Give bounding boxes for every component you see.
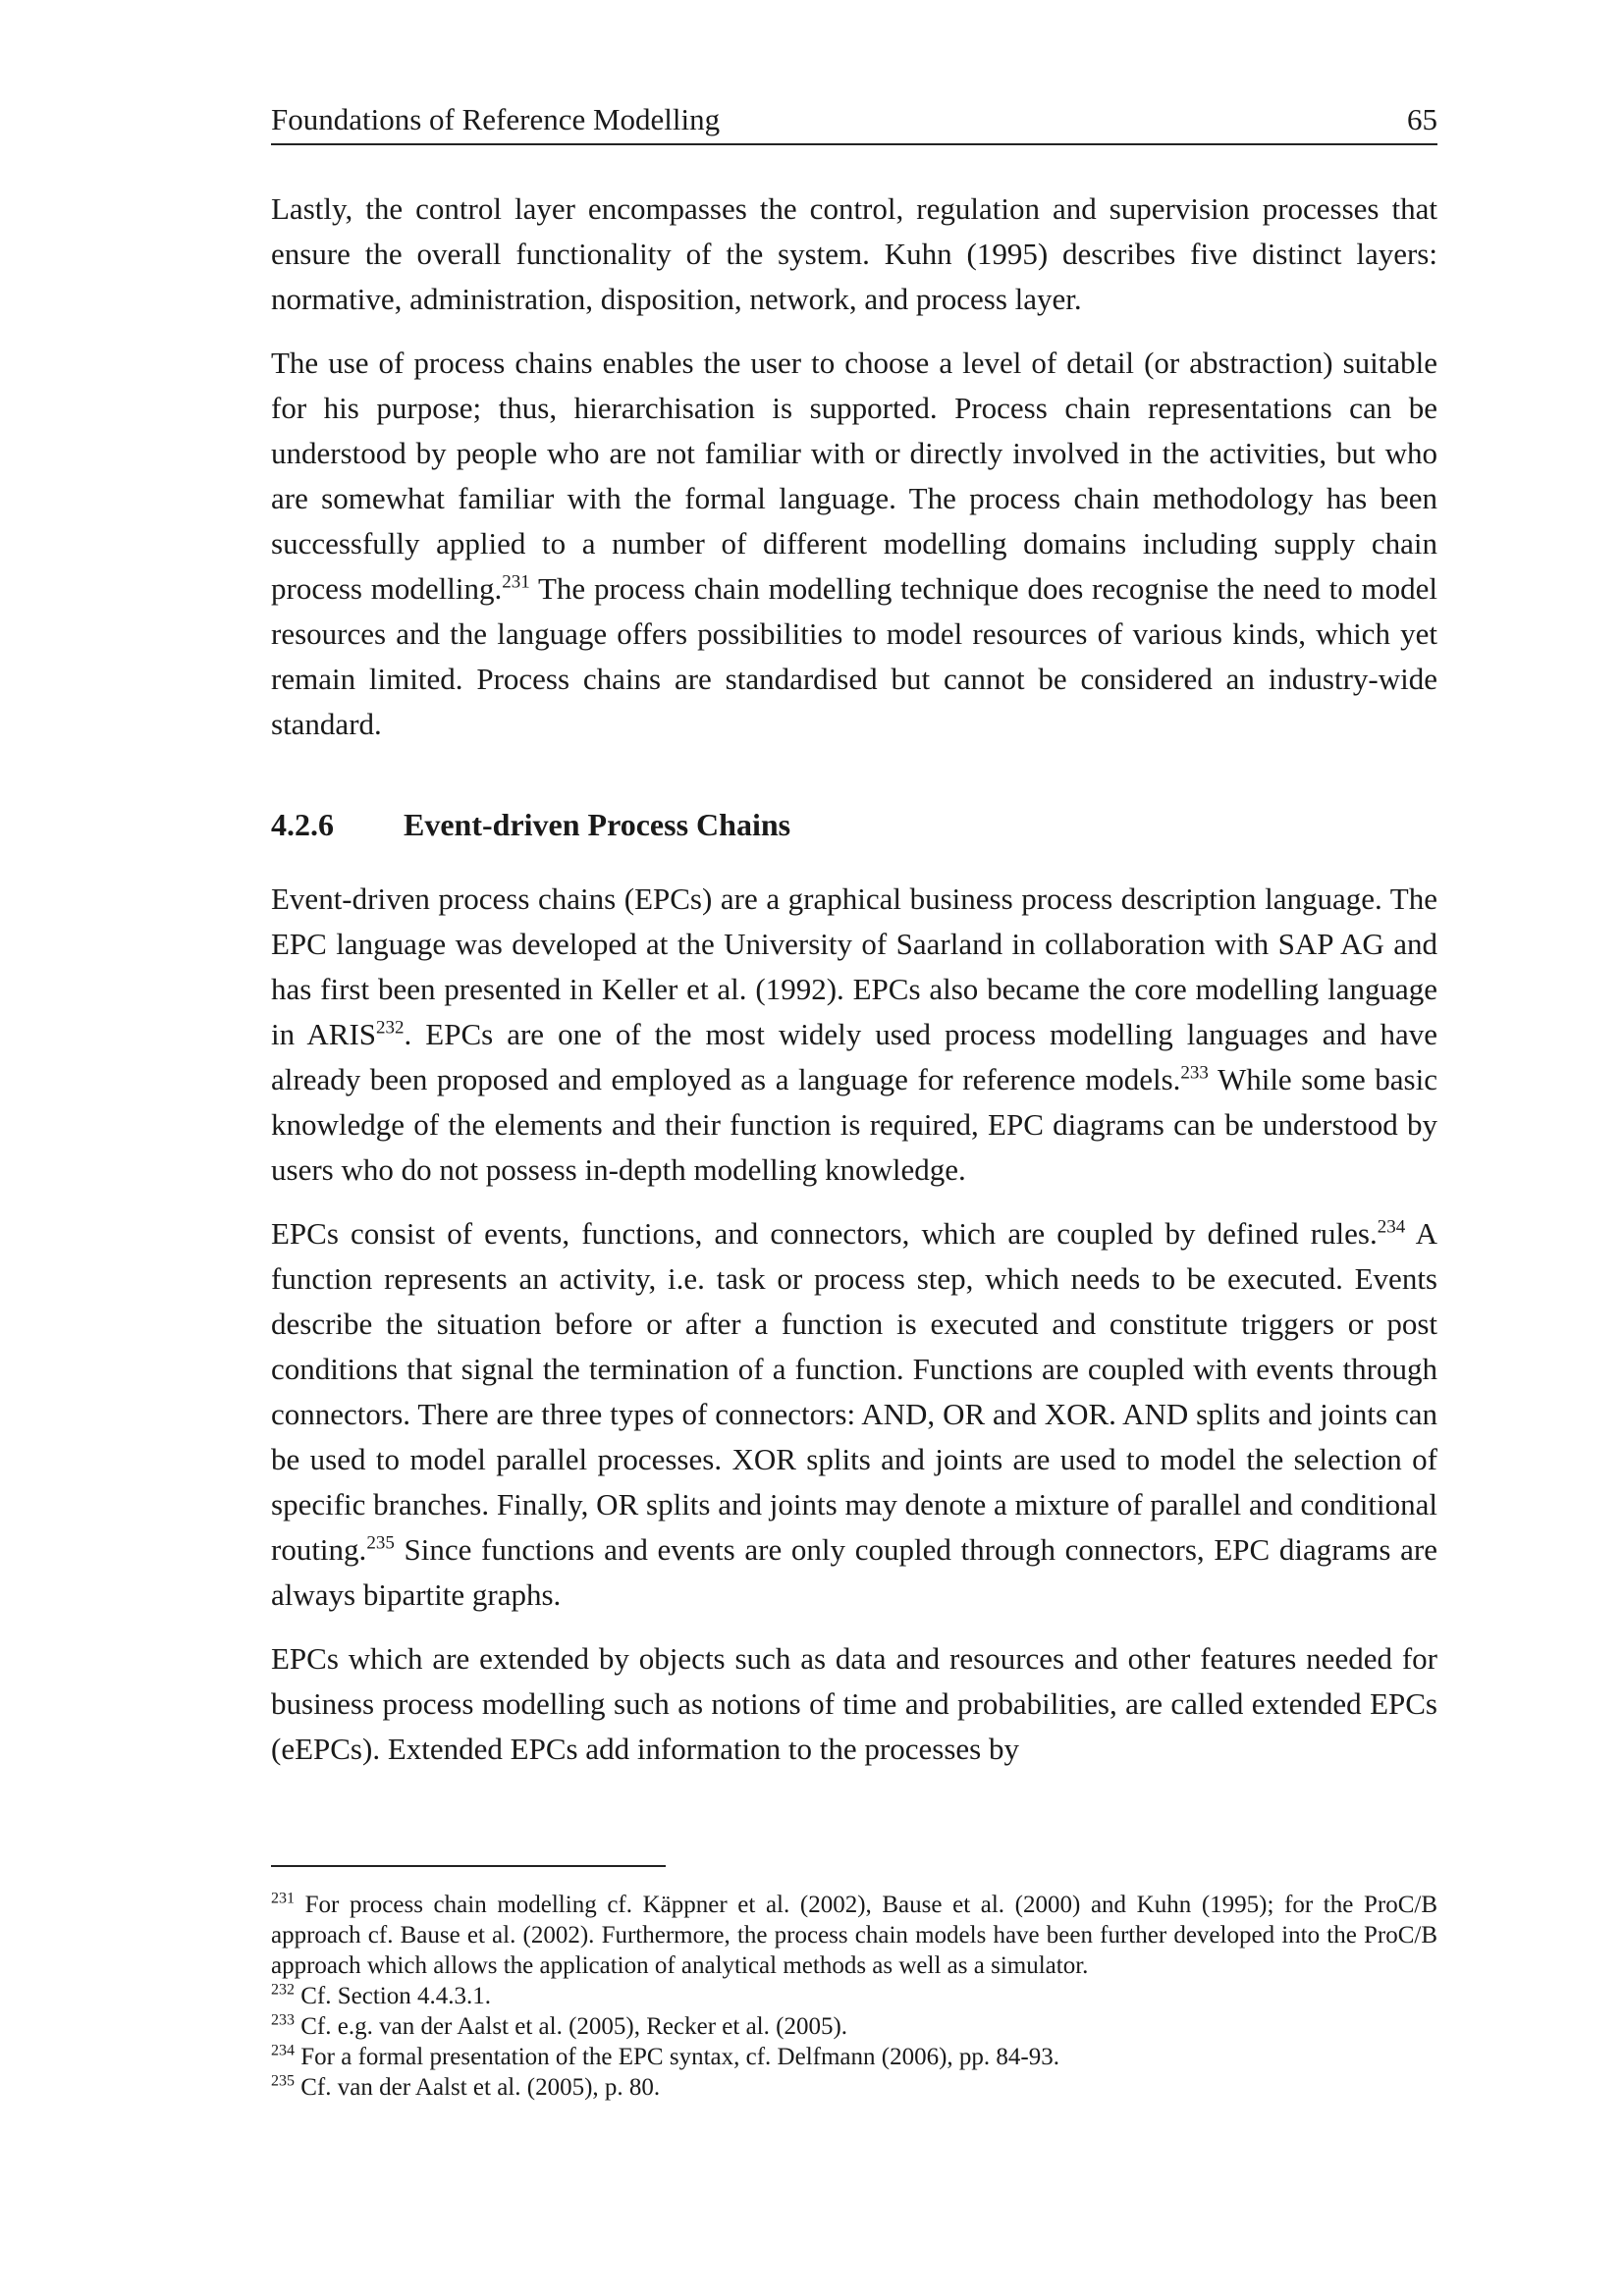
paragraph-eepc: [271, 1636, 1437, 1772]
footnote-ref[interactable]: 235: [366, 1532, 395, 1554]
page-number: 65: [1407, 102, 1437, 136]
footnote-text: Cf. Section 4.4.3.1.: [295, 1983, 491, 2009]
paragraph-text: Event-driven process chains (EPCs) are a graphical business process description language. The EPC language was developed at the University of Saarland in collaboration with SAP AG and has first been presented in Keller et al. (1992). EPCs also became the core modelling language in ARIS: [271, 881, 1437, 1051]
paragraph-text: EPCs which are extended by objects such as data and resources and other features needed for business process modelling such as notions of time and probabilities, are called extended EPCs (eEPCs). Extended EPCs add information to the processes by: [271, 1641, 1437, 1766]
paragraph-text: Since functions and events are only coupled through connectors, EPC diagrams are always bipartite graphs.: [271, 1532, 1437, 1612]
footnotes: [271, 1890, 1437, 2103]
footnote-divider: [271, 1865, 666, 1867]
footnote-text: Cf. van der Aalst et al. (2005), p. 80.: [295, 2074, 661, 2101]
paragraph-text: While some basic knowledge of the elements and their function is required, EPC diagrams can be understood by users who do not possess in-depth modelling knowledge.: [271, 1062, 1437, 1187]
running-title: Foundations of Reference Modelling: [271, 102, 721, 136]
footnote-ref[interactable]: 232: [376, 1017, 405, 1039]
paragraph-text: EPCs consist of events, functions, and connectors, which are coupled by defined rules.: [271, 1216, 1378, 1251]
footnote-text: Cf. e.g. van der Aalst et al. (2005), Recker et al. (2005).: [295, 2013, 848, 2040]
footnote-number: 234: [271, 2042, 295, 2059]
footnote-text: For a formal presentation of the EPC syntax, cf. Delfmann (2006), pp. 84-93.: [295, 2044, 1059, 2070]
footnote-ref[interactable]: 231: [502, 571, 530, 593]
footnote-231: [271, 1890, 1437, 1981]
footnote-number: 232: [271, 1981, 295, 1999]
footnote-number: 235: [271, 2072, 295, 2090]
section-number: 4.2.6: [271, 807, 334, 842]
paragraph-text: A function represents an activity, i.e. task or process step, which needs to be executed. Events describe the situation before or after a function is executed and constitute triggers or post conditions that signal the termination of a function. Functions are coupled with events through connectors. There are three types of connectors: AND, OR and XOR. AND splits and joints can be used to model parallel processes. XOR splits and joints are used to model the selection of specific branches. Finally, OR splits and joints may denote a mixture of parallel and conditional routing.: [271, 1216, 1437, 1567]
footnote-235: [271, 2072, 1437, 2103]
footnote-234: [271, 2042, 1437, 2072]
section-heading: [271, 802, 1437, 847]
paragraph-text: . EPCs are one of the most widely used process modelling languages and have already been proposed and employed as a language for reference models.: [271, 1017, 1437, 1096]
section-title: Event-driven Process Chains: [404, 807, 791, 842]
paragraph-epc-elements: [271, 1211, 1437, 1618]
page-header: [271, 96, 1437, 145]
main-text: [271, 187, 1437, 1790]
footnote-text: For process chain modelling cf. Käppner et al. (2002), Bause et al. (2000) and Kuhn (1995); for the ProC/B approach cf. Bause et al. (2002). Furthermore, the process chain models have been further developed into the ProC/B approach which allows the application of analytical methods as well as a simulator.: [271, 1892, 1437, 1979]
footnote-ref[interactable]: 234: [1377, 1216, 1406, 1238]
paragraph-text: The process chain modelling technique does recognise the need to model resources and the language offers possibilities to model resources of various kinds, which yet remain limited. Process chains are standardised but cannot be considered an industry-wide standard.: [271, 571, 1437, 741]
footnote-232: [271, 1981, 1437, 2011]
footnote-ref[interactable]: 233: [1180, 1062, 1209, 1084]
footnote-number: 233: [271, 2011, 295, 2029]
paragraph-process-chains: [271, 341, 1437, 747]
paragraph-text: Lastly, the control layer encompasses the control, regulation and supervision processes that ensure the overall functionality of the system. Kuhn (1995) describes five distinct layers: normative, administration, disposition, network, and process layer.: [271, 191, 1437, 316]
paragraph-epc-intro: [271, 877, 1437, 1193]
paragraph-control-layer: [271, 187, 1437, 322]
footnote-number: 231: [271, 1890, 295, 1907]
footnote-233: [271, 2011, 1437, 2042]
paragraph-text: The use of process chains enables the user to choose a level of detail (or abstraction) suitable for his purpose; thus, hierarchisation is supported. Process chain representations can be understood by people who are not familiar with or directly involved in the activities, but who are somewhat familiar with the formal language. The process chain methodology has been successfully applied to a number of different modelling domains including supply chain process modelling.: [271, 346, 1437, 606]
